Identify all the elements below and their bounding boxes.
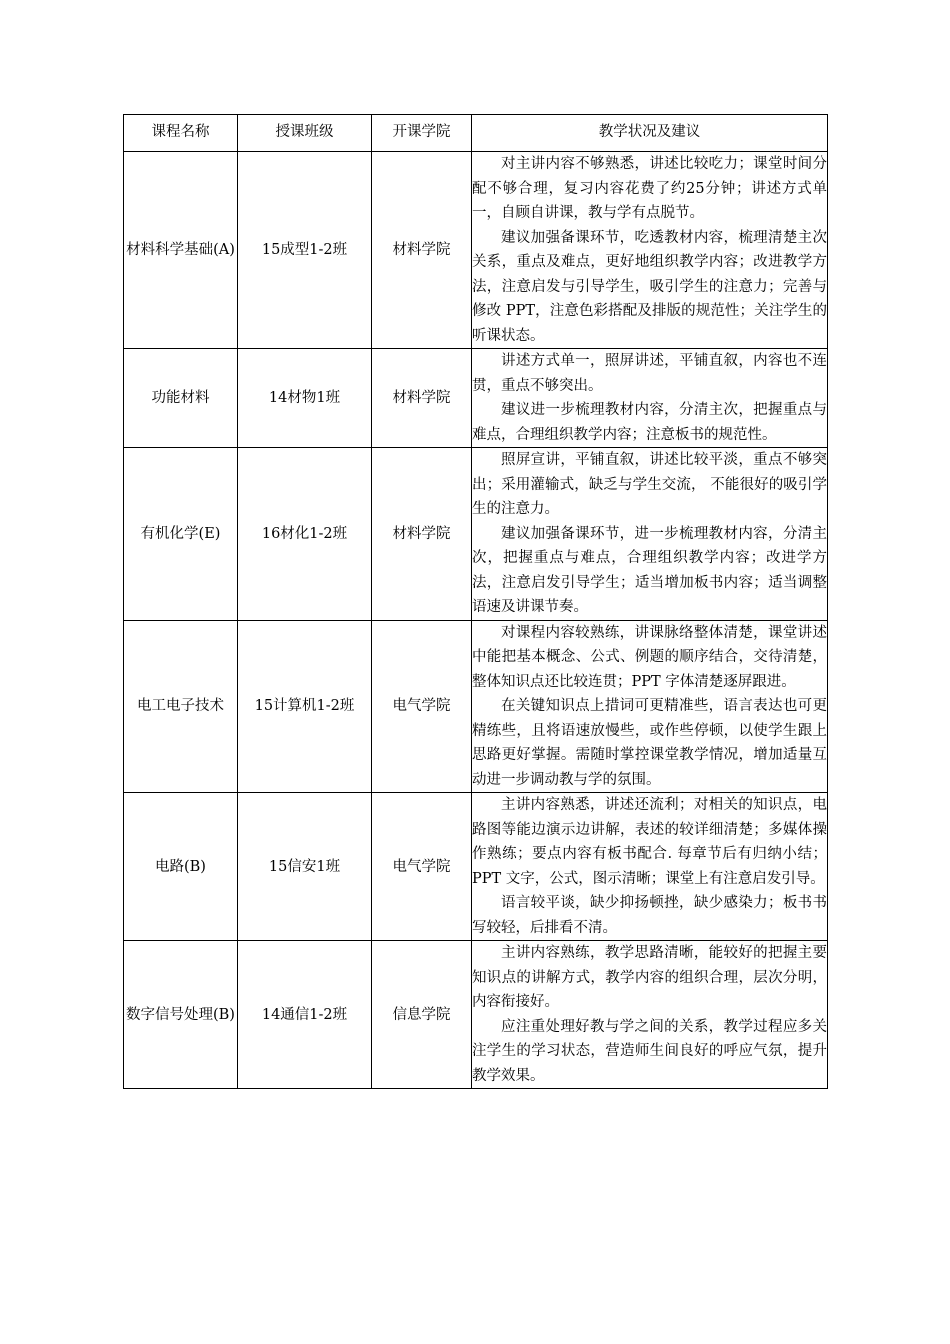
status-suggestion-cell — [472, 941, 828, 1089]
college-cell: 材料学院 — [372, 349, 472, 448]
suggestion-paragraph: 在关键知识点上措词可更精准些，语言表达也可更精练些，且将语速放慢些，或作些停顿，以使学生跟上思路更好掌握。需随时掌控课堂教学情况，增加适量互动进一步调动教与学的氛围。 — [472, 698, 827, 788]
table-row — [124, 448, 828, 621]
suggestion-paragraph: 建议进一步梳理教材内容，分清主次，把握重点与难点，合理组织教学内容；注意板书的规范性。 — [472, 402, 827, 443]
header-status-suggestions: 教学状况及建议 — [472, 115, 828, 152]
course-name-cell: 电路(B) — [124, 793, 238, 941]
class-cell: 15计算机1-2班 — [238, 620, 372, 793]
class-cell: 15成型1-2班 — [238, 152, 372, 349]
course-name-cell: 数字信号处理(B) — [124, 941, 238, 1089]
status-suggestion-cell — [472, 152, 828, 349]
course-name-cell: 功能材料 — [124, 349, 238, 448]
table-row — [124, 793, 828, 941]
suggestion-paragraph: 语言较平谈，缺少抑扬顿挫，缺少感染力；板书书写较轻，后排看不清。 — [472, 895, 827, 936]
status-suggestion-cell — [472, 448, 828, 621]
status-paragraph: 对课程内容较熟练，讲课脉络整体清楚，课堂讲述中能把基本概念、公式、例题的顺序结合，交待清楚，整体知识点还比较连贯；PPT 字体清楚逐屏跟进。 — [472, 624, 827, 690]
suggestion-paragraph: 建议加强备课环节，吃透教材内容，梳理清楚主次关系，重点及难点，更好地组织教学内容；改进教学方法，注意启发与引导学生，吸引学生的注意力；完善与修改 PPT，注意色彩搭配及排版的规范性；关注学生的听课状态。 — [472, 229, 827, 344]
course-name-cell: 电工电子技术 — [124, 620, 238, 793]
class-cell: 14通信1-2班 — [238, 941, 372, 1089]
suggestion-paragraph: 应注重处理好教与学之间的关系，教学过程应多关注学生的学习状态，营造师生间良好的呼应气氛，提升教学效果。 — [472, 1018, 827, 1084]
class-cell: 14材物1班 — [238, 349, 372, 448]
table-row — [124, 941, 828, 1089]
table-row — [124, 152, 828, 349]
teaching-evaluation-table — [123, 114, 828, 1089]
status-paragraph: 照屏宣讲，平铺直叙，讲述比较平淡，重点不够突出；采用灌输式，缺乏与学生交流， 不能很好的吸引学生的注意力。 — [472, 452, 827, 517]
status-suggestion-cell — [472, 349, 828, 448]
status-paragraph: 对主讲内容不够熟悉，讲述比较吃力；课堂时间分配不够合理，复习内容花费了约25分钟；讲述方式单一，自顾自讲课，教与学有点脱节。 — [472, 156, 827, 221]
college-cell: 信息学院 — [372, 941, 472, 1089]
table-row — [124, 349, 828, 448]
course-name-cell: 有机化学(E) — [124, 448, 238, 621]
table-row — [124, 620, 828, 793]
college-cell: 电气学院 — [372, 620, 472, 793]
college-cell: 材料学院 — [372, 448, 472, 621]
college-cell: 材料学院 — [372, 152, 472, 349]
header-college: 开课学院 — [372, 115, 472, 152]
header-course-name: 课程名称 — [124, 115, 238, 152]
header-row — [124, 115, 828, 152]
status-paragraph: 主讲内容熟悉，讲述还流利；对相关的知识点，电路图等能边演示边讲解，表述的较详细清楚；多媒体操作熟练；要点内容有板书配合. 每章节后有归纳小结； PPT 文字，公式，图示清晰；课堂上有注意启发引导。 — [472, 797, 827, 887]
suggestion-paragraph: 建议加强备课环节，进一步梳理教材内容，分清主次，把握重点与难点，合理组织教学内容；改进学方法，注意启发引导学生；适当增加板书内容；适当调整语速及讲课节奏。 — [472, 525, 827, 615]
college-cell: 电气学院 — [372, 793, 472, 941]
status-paragraph: 讲述方式单一，照屏讲述，平铺直叙，内容也不连贯，重点不够突出。 — [472, 353, 827, 394]
header-class: 授课班级 — [238, 115, 372, 152]
course-name-cell: 材料科学基础(A) — [124, 152, 238, 349]
status-suggestion-cell — [472, 793, 828, 941]
status-paragraph: 主讲内容熟练，教学思路清晰，能较好的把握主要知识点的讲解方式，教学内容的组织合理，层次分明，内容衔接好。 — [472, 945, 827, 1010]
class-cell: 16材化1-2班 — [238, 448, 372, 621]
class-cell: 15信安1班 — [238, 793, 372, 941]
status-suggestion-cell — [472, 620, 828, 793]
